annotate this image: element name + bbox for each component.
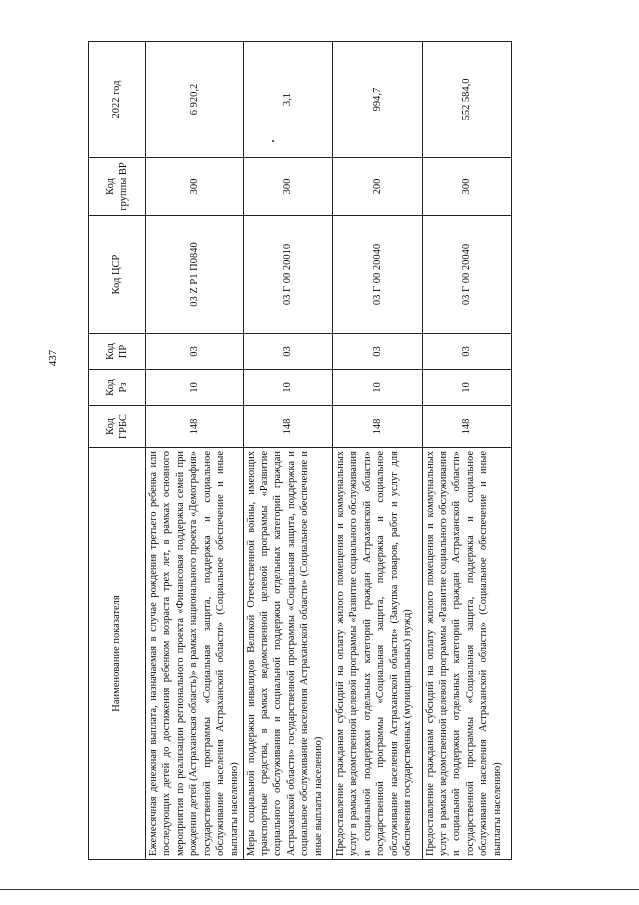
row-name: Меры социальной поддержки инвалидов Великой Отечественной войны, имеющих транспортные средства, в рамках ведомственной целевой программы «Развитие социального обслуживания и социальной поддержки отдельных категорий граждан Астраханской области» государственной программы «Социальная защита, поддержка и социальное обслуживание населения Астраханской области» (Социальное обеспечение и иные выплаты населению) [243,448,332,860]
row-csr: 03 Г 00 20040 [422,216,511,334]
table-header-row [89,42,146,860]
row-rz: 10 [333,370,422,406]
row-amount: 3,1 [243,42,332,158]
page-bottom-rule [0,889,639,890]
table-row [146,42,244,860]
row-vr: 200 [333,158,422,216]
row-amount: 552 584,0 [422,42,511,158]
header-csr: Код ЦСР [89,216,146,334]
row-vr: 300 [422,158,511,216]
row-pr: 03 [243,334,332,370]
header-year: 2022 год [89,42,146,158]
row-vr: 300 [243,158,332,216]
page-number: 437 [47,349,59,367]
header-pr: Код ПР [89,334,146,370]
budget-table [88,41,512,860]
table-row [333,42,422,860]
row-pr: 03 [146,334,244,370]
row-rz: 10 [243,370,332,406]
row-grbs: 148 [146,406,244,448]
table-row [243,42,332,860]
row-grbs: 148 [333,406,422,448]
row-csr: 03 Z P1 П0840 [146,216,244,334]
row-vr: 300 [146,158,244,216]
row-rz: 10 [146,370,244,406]
row-pr: 03 [422,334,511,370]
row-name: Предоставление гражданам субсидий на оплату жилого помещения и коммунальных услуг в рамках ведомственной целевой программы «Развитие социального обслуживания и социальной поддержки отдельных категорий граждан Астраханской области» государственной программы «Социальная защита, поддержка и социальное обслуживание населения Астраханской области» (Социальное обеспечение и иные выплаты населению) [422,448,511,860]
row-csr: 03 Г 00 20040 [333,216,422,334]
header-name: Наименование показателя [89,448,146,860]
row-name: Ежемесячная денежная выплата, назначаемая в случае рождения третьего ребенка или последующих детей до достижения ребенком возраста трех лет, в рамках основного мероприятия по реализации регионального проекта «Финансовая поддержка семей при рождении детей (Астраханская область)» в рамках национального проекта «Демография» государственной программы «Социальная защита, поддержка и социальное обслуживание населения Астраханской области» (Социальное обеспечение и иные выплаты населению) [146,448,244,860]
row-grbs: 148 [422,406,511,448]
table-row [422,42,511,860]
header-vr: Код группы ВР [89,158,146,216]
row-amount: 994,7 [333,42,422,158]
row-amount: 6 920,2 [146,42,244,158]
row-name: Предоставление гражданам субсидий на оплату жилого помещения и коммунальных услуг в рамках ведомственной целевой программы «Развитие социального обслуживания и социальной поддержки отдельных категорий граждан Астраханской области» государственной программы «Социальная защита, поддержка и социальное обслуживание населения Астраханской области» (Закупка товаров, работ и услуг для обеспечения государственных (муниципальных) нужд) [333,448,422,860]
header-grbs: Код ГРБС [89,406,146,448]
header-rz: Код Рз [89,370,146,406]
row-csr: 03 Г 00 20010 [243,216,332,334]
row-rz: 10 [422,370,511,406]
row-pr: 03 [333,334,422,370]
row-grbs: 148 [243,406,332,448]
rotated-table-container [88,42,512,860]
